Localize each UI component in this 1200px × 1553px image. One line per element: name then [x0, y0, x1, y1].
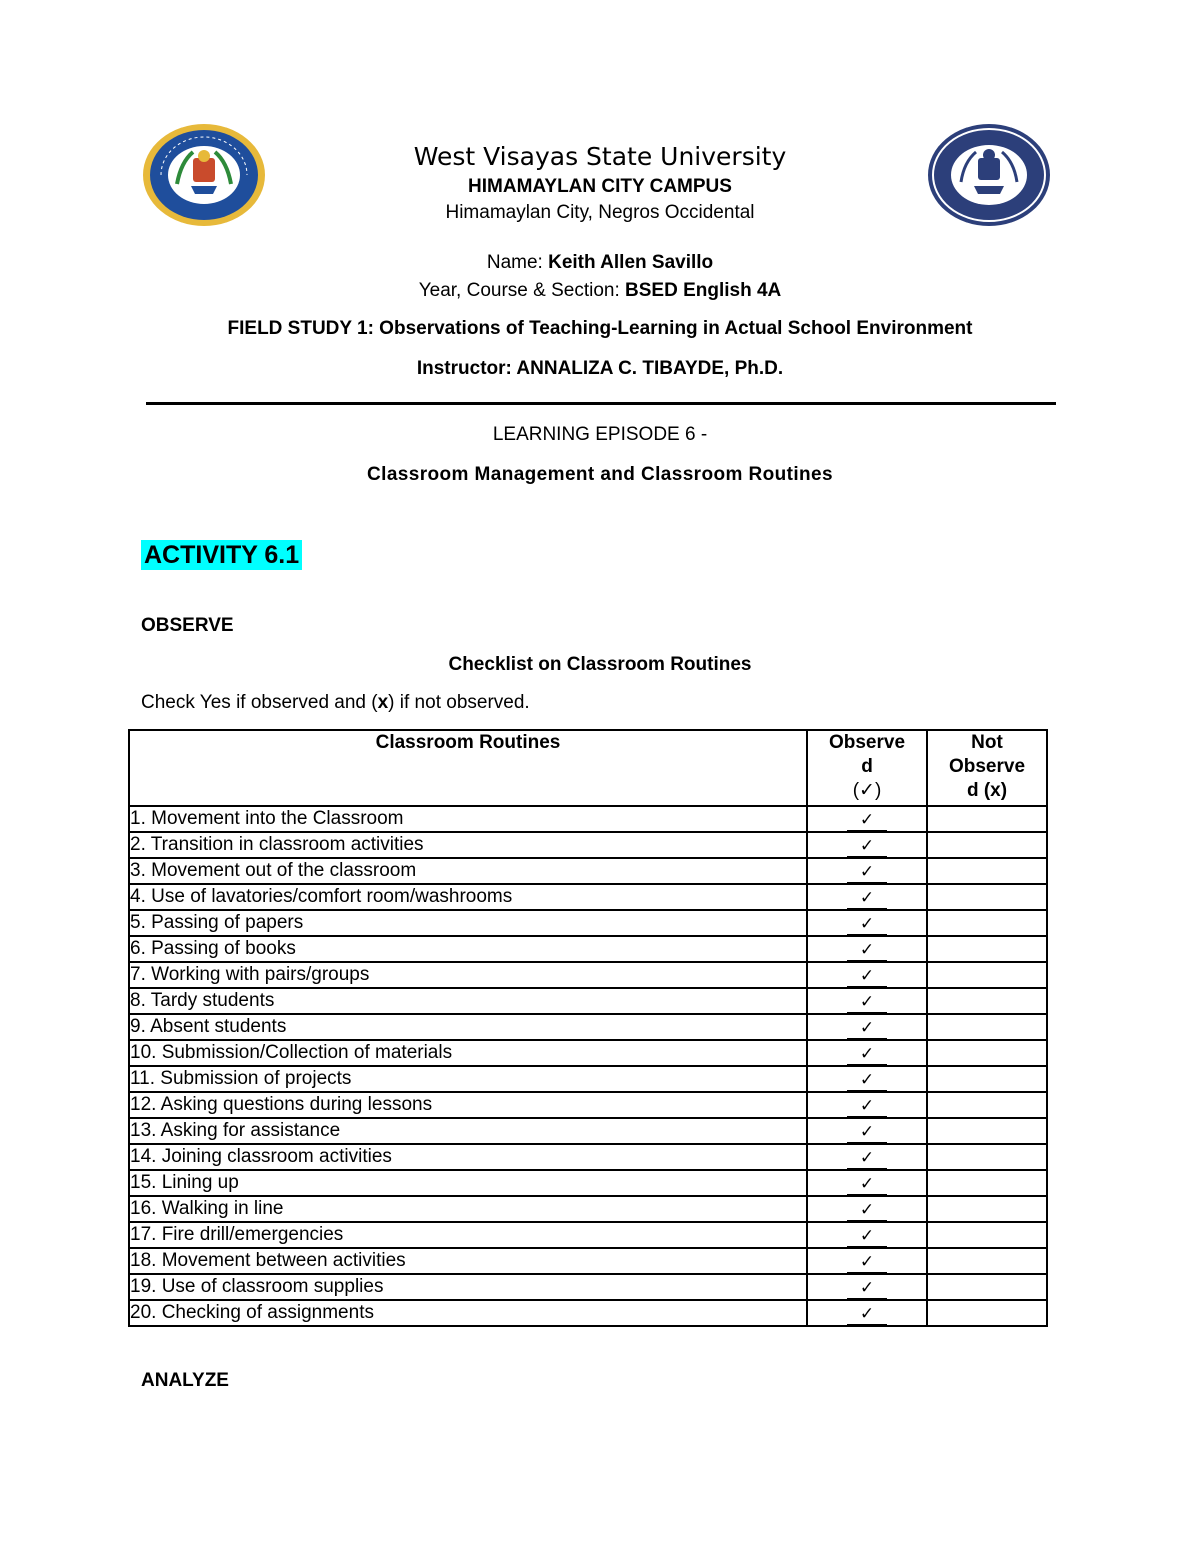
activity-title: ACTIVITY 6.1 [141, 540, 302, 570]
name-label: Name: [486, 252, 549, 273]
observe-heading: OBSERVE [141, 615, 234, 636]
divider-rule [146, 402, 1056, 405]
not-observed-cell[interactable] [927, 936, 1047, 962]
observed-cell[interactable] [807, 884, 927, 910]
not-observed-cell[interactable] [927, 1066, 1047, 1092]
episode-label: LEARNING EPISODE 6 - [492, 424, 708, 445]
instruction-x: x [377, 692, 389, 713]
routines-checklist-table [128, 729, 1048, 1327]
table-row [129, 806, 1047, 832]
table-row [129, 1300, 1047, 1326]
not-observed-cell[interactable] [927, 1300, 1047, 1326]
routine-cell: 2. Transition in classroom activities [129, 832, 807, 858]
observed-cell[interactable] [807, 962, 927, 988]
campus-name: HIMAMAYLAN CITY CAMPUS [468, 176, 732, 197]
observed-cell[interactable] [807, 936, 927, 962]
table-row [129, 1092, 1047, 1118]
observed-cell[interactable] [807, 1196, 927, 1222]
header-classroom-routines: Classroom Routines [129, 730, 807, 806]
routine-cell: 10. Submission/Collection of materials [129, 1040, 807, 1066]
routine-cell: 6. Passing of books [129, 936, 807, 962]
header-not-line2: Observe [948, 756, 1026, 777]
routine-cell: 20. Checking of assignments [129, 1300, 807, 1326]
table-row [129, 1118, 1047, 1144]
observed-cell[interactable] [807, 1222, 927, 1248]
table-row [129, 884, 1047, 910]
episode-title: Classroom Management and Classroom Routines [367, 464, 833, 485]
check-mark-icon: ✓ [847, 1122, 887, 1143]
check-mark-icon: ✓ [847, 1278, 887, 1299]
header-not-observed [927, 730, 1047, 806]
check-mark-icon: ✓ [847, 888, 887, 909]
check-mark-icon: ✓ [847, 1226, 887, 1247]
table-row [129, 1066, 1047, 1092]
not-observed-cell[interactable] [927, 1222, 1047, 1248]
routine-cell: 14. Joining classroom activities [129, 1144, 807, 1170]
not-observed-cell[interactable] [927, 884, 1047, 910]
header-observed [807, 730, 927, 806]
check-mark-icon: ✓ [847, 1044, 887, 1065]
not-observed-cell[interactable] [927, 858, 1047, 884]
not-observed-cell[interactable] [927, 910, 1047, 936]
campus-address: Himamaylan City, Negros Occidental [445, 202, 755, 223]
instruction-text-end: ) if not observed. [388, 692, 530, 713]
not-observed-cell[interactable] [927, 832, 1047, 858]
check-mark-icon: ✓ [847, 1304, 887, 1325]
table-row [129, 1196, 1047, 1222]
observed-cell[interactable] [807, 1248, 927, 1274]
field-study-title: FIELD STUDY 1: Observations of Teaching-Learning in Actual School Environment [227, 318, 973, 339]
check-mark-icon: ✓ [847, 1096, 887, 1117]
check-mark-icon: ✓ [847, 1200, 887, 1221]
check-mark-icon: ✓ [847, 1018, 887, 1039]
observed-cell[interactable] [807, 1014, 927, 1040]
not-observed-cell[interactable] [927, 988, 1047, 1014]
observed-cell[interactable] [807, 1040, 927, 1066]
table-row [129, 1222, 1047, 1248]
check-mark-icon: ✓ [847, 914, 887, 935]
check-mark-icon: ✓ [847, 966, 887, 987]
observed-cell[interactable] [807, 1092, 927, 1118]
routine-cell: 3. Movement out of the classroom [129, 858, 807, 884]
header-not-line1: Not [971, 732, 1003, 753]
check-mark-icon: ✓ [847, 1148, 887, 1169]
observed-cell[interactable] [807, 832, 927, 858]
table-row [129, 1014, 1047, 1040]
table-row [129, 936, 1047, 962]
table-row [129, 1170, 1047, 1196]
table-row [129, 910, 1047, 936]
table-row [129, 962, 1047, 988]
check-mark-icon: ✓ [847, 836, 887, 857]
student-name-line [0, 252, 1200, 274]
routine-cell: 11. Submission of projects [129, 1066, 807, 1092]
routine-cell: 8. Tardy students [129, 988, 807, 1014]
university-name: West Visayas State University [413, 142, 787, 171]
not-observed-cell[interactable] [927, 1196, 1047, 1222]
routine-cell: 12. Asking questions during lessons [129, 1092, 807, 1118]
table-row [129, 832, 1047, 858]
header-observed-line3: (✓) [852, 780, 882, 801]
check-mark-icon: ✓ [847, 940, 887, 961]
check-mark-icon: ✓ [847, 862, 887, 883]
observed-cell[interactable] [807, 1066, 927, 1092]
routine-cell: 4. Use of lavatories/comfort room/washrooms [129, 884, 807, 910]
routine-cell: 18. Movement between activities [129, 1248, 807, 1274]
routine-cell: 17. Fire drill/emergencies [129, 1222, 807, 1248]
routine-cell: 16. Walking in line [129, 1196, 807, 1222]
routine-cell: 9. Absent students [129, 1014, 807, 1040]
table-row [129, 988, 1047, 1014]
table-row [129, 1144, 1047, 1170]
observed-cell[interactable] [807, 1170, 927, 1196]
observed-cell[interactable] [807, 858, 927, 884]
year-course-section-line [0, 280, 1200, 302]
observed-cell[interactable] [807, 910, 927, 936]
check-mark-icon: ✓ [847, 810, 887, 831]
table-row [129, 1248, 1047, 1274]
analyze-heading: ANALYZE [141, 1370, 229, 1391]
not-observed-cell[interactable] [927, 1118, 1047, 1144]
routine-cell: 19. Use of classroom supplies [129, 1274, 807, 1300]
not-observed-cell[interactable] [927, 1170, 1047, 1196]
student-name: Keith Allen Savillo [548, 252, 714, 273]
not-observed-cell[interactable] [927, 1040, 1047, 1066]
table-row [129, 1274, 1047, 1300]
instruction-text-start: Check Yes if observed and ( [141, 692, 378, 713]
check-mark-icon: ✓ [847, 1252, 887, 1273]
check-mark-icon: ✓ [847, 1070, 887, 1091]
instructor-line: Instructor: ANNALIZA C. TIBAYDE, Ph.D. [416, 358, 784, 379]
not-observed-cell[interactable] [927, 1144, 1047, 1170]
section-value: BSED English 4A [625, 280, 782, 301]
section-label: Year, Course & Section: [418, 280, 626, 301]
check-mark-icon: ✓ [847, 1174, 887, 1195]
header-observed-line2: d [861, 756, 873, 777]
routine-cell: 7. Working with pairs/groups [129, 962, 807, 988]
not-observed-cell[interactable] [927, 1014, 1047, 1040]
routine-cell: 5. Passing of papers [129, 910, 807, 936]
routine-cell: 1. Movement into the Classroom [129, 806, 807, 832]
checklist-title: Checklist on Classroom Routines [448, 654, 752, 675]
not-observed-cell[interactable] [927, 1092, 1047, 1118]
header-observed-line1: Observe [828, 732, 906, 753]
observed-cell[interactable] [807, 806, 927, 832]
check-mark-icon: ✓ [847, 992, 887, 1013]
table-header-row [129, 730, 1047, 806]
observed-cell[interactable] [807, 1144, 927, 1170]
not-observed-cell[interactable] [927, 1274, 1047, 1300]
observed-cell[interactable] [807, 988, 927, 1014]
observed-cell[interactable] [807, 1300, 927, 1326]
routine-cell: 15. Lining up [129, 1170, 807, 1196]
not-observed-cell[interactable] [927, 806, 1047, 832]
table-body [129, 806, 1047, 1326]
table-row [129, 1040, 1047, 1066]
not-observed-cell[interactable] [927, 962, 1047, 988]
header-not-line3: d (x) [966, 780, 1008, 801]
table-row [129, 858, 1047, 884]
routine-cell: 13. Asking for assistance [129, 1118, 807, 1144]
checklist-instruction [141, 692, 530, 714]
observed-cell[interactable] [807, 1118, 927, 1144]
observed-cell[interactable] [807, 1274, 927, 1300]
not-observed-cell[interactable] [927, 1248, 1047, 1274]
